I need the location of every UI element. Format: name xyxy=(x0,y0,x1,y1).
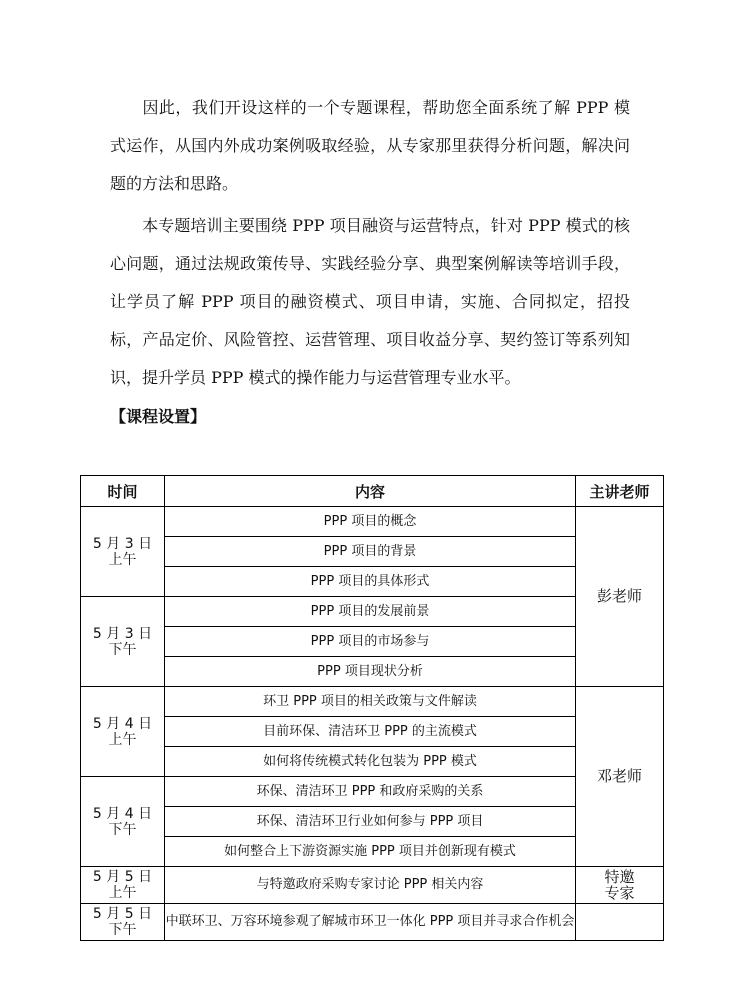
session-date-cell xyxy=(81,904,165,941)
session-date-cell xyxy=(81,687,165,777)
session-date-cell xyxy=(81,597,165,687)
session-date: 5 月 5 日 xyxy=(92,906,153,922)
session-date: 5 月 4 日 xyxy=(92,805,153,822)
session-period: 下午 xyxy=(108,821,137,838)
course-schedule-table xyxy=(80,475,664,941)
teacher-cell: 彭老师 xyxy=(576,507,664,687)
session-date: 5 月 3 日 xyxy=(92,625,153,642)
course-item: 如何整合上下游资源实施 PPP 项目并创新现有模式 xyxy=(165,837,576,867)
course-item: PPP 项目的发展前景 xyxy=(165,597,576,627)
header-content: 内容 xyxy=(165,476,576,507)
teacher-line: 特邀 xyxy=(604,868,635,886)
table-row xyxy=(81,904,664,941)
session-period: 下午 xyxy=(108,641,137,658)
table-row xyxy=(81,867,664,904)
teacher-cell: 邓老师 xyxy=(576,687,664,867)
section-heading: 【课程设置】 xyxy=(110,407,207,426)
table-row xyxy=(81,687,664,717)
course-item: 环卫 PPP 项目的相关政策与文件解读 xyxy=(165,687,576,717)
teacher-cell xyxy=(576,867,664,904)
training-paragraph xyxy=(110,207,630,397)
session-period: 上午 xyxy=(108,551,137,568)
course-item: PPP 项目现状分析 xyxy=(165,657,576,687)
session-date: 5 月 4 日 xyxy=(92,715,153,732)
session-date-cell xyxy=(81,867,165,904)
training-paragraph-text: 本专题培训主要围绕 PPP 项目融资与运营特点，针对 PPP 模式的核心问题，通过法规政策传导、实践经验分享、典型案例解读等培训手段，让学员了解 PPP 项目的融资模式、项目申请，实施、合同拟定，招投标，产品定价、风险管控、运营管理、项目收益分享、契约签订等系列知识，提升学员 PPP 模式的操作能力与运营管理专业水平。 xyxy=(110,216,630,387)
course-item: PPP 项目的背景 xyxy=(165,537,576,567)
course-item: PPP 项目的市场参与 xyxy=(165,627,576,657)
session-period: 下午 xyxy=(108,922,137,938)
table-row xyxy=(81,507,664,537)
session-period: 上午 xyxy=(108,885,137,901)
course-item: 与特邀政府采购专家讨论 PPP 相关内容 xyxy=(165,867,576,904)
intro-paragraph-text: 因此，我们开设这样的一个专题课程，帮助您全面系统了解 PPP 模式运作，从国内外成功案例吸取经验，从专家那里获得分析问题，解决问题的方法和思路。 xyxy=(110,98,630,193)
teacher-cell xyxy=(576,904,664,941)
course-item: 环保、清洁环卫行业如何参与 PPP 项目 xyxy=(165,807,576,837)
course-item: 中联环卫、万容环境参观了解城市环卫一体化 PPP 项目并寻求合作机会 xyxy=(165,904,576,941)
header-time: 时间 xyxy=(81,476,165,507)
session-period: 上午 xyxy=(108,731,137,748)
course-item: PPP 项目的概念 xyxy=(165,507,576,537)
teacher-line: 专家 xyxy=(604,884,635,902)
session-date: 5 月 3 日 xyxy=(92,535,153,552)
course-item: PPP 项目的具体形式 xyxy=(165,567,576,597)
course-item: 如何将传统模式转化包装为 PPP 模式 xyxy=(165,747,576,777)
course-item: 环保、清洁环卫 PPP 和政府采购的关系 xyxy=(165,777,576,807)
session-date-cell xyxy=(81,507,165,597)
header-teacher: 主讲老师 xyxy=(576,476,664,507)
session-date: 5 月 5 日 xyxy=(92,869,153,885)
intro-paragraph xyxy=(110,89,630,203)
course-item: 目前环保、清洁环卫 PPP 的主流模式 xyxy=(165,717,576,747)
session-date-cell xyxy=(81,777,165,867)
table-header-row xyxy=(81,476,664,507)
